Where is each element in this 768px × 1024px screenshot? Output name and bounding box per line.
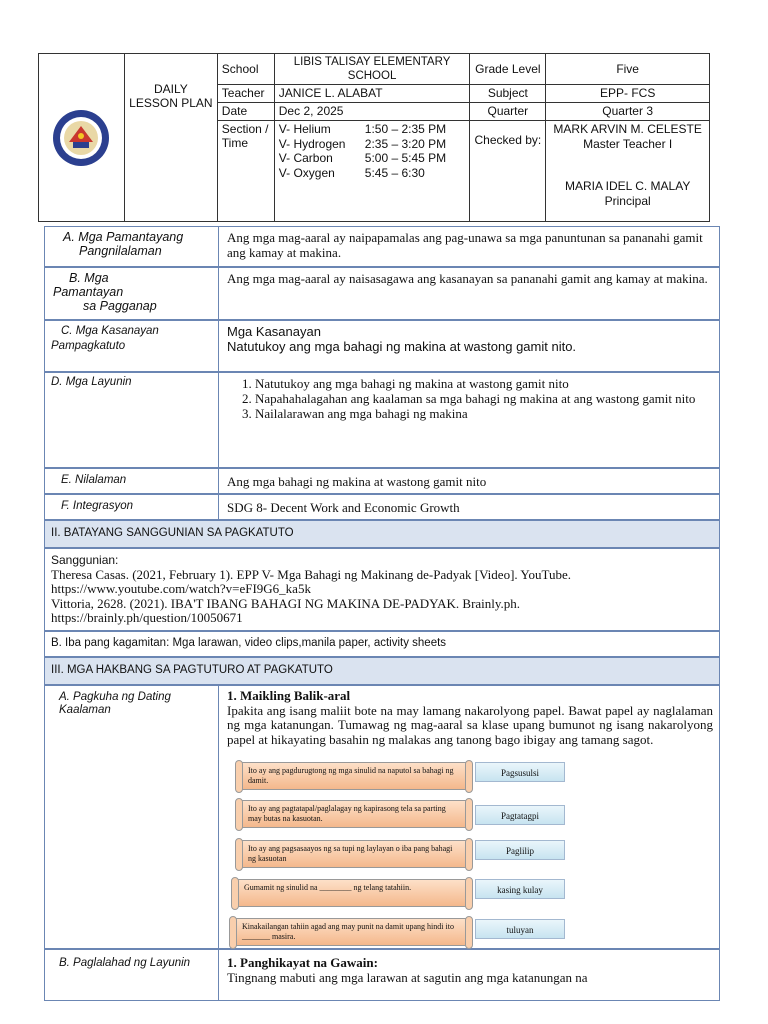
quarter-value: Quarter 3 bbox=[546, 103, 710, 121]
subject-value: EPP- FCS bbox=[546, 85, 710, 103]
subject-label: Subject bbox=[470, 85, 546, 103]
pagkuha-label-line2: Kaalaman bbox=[59, 704, 111, 716]
question-scroll: Ito ay ang pagsasaayos ng sa tupi ng laylayan o iba pang bahagi ng kasuotan bbox=[239, 840, 469, 868]
pagkuha-text: Ipakita ang isang maliit bote na may lamang nakarolyong papel. Bawat papel ay naglalaman ng mga katanungan. Tumawag ng mag-aaral sa klase upang bumunot ng isang nakarolyong papel at hikayating basahin ng malakas ang tanong bago ibigay ang tamang sagot. bbox=[227, 702, 713, 747]
pagkuha-content bbox=[227, 689, 713, 747]
references-label: Sanggunian: bbox=[51, 553, 119, 567]
paglalahad-text: Tingnang mabuti ang mga larawan at sagutin ang mga katanungan na bbox=[227, 970, 588, 985]
pagkuha-label-line1: A. Pagkuha ng Dating bbox=[59, 691, 171, 703]
question-scroll: Ito ay ang pagtatapal/paglalagay ng kapirasong tela sa parting may butas na kasuotan. bbox=[239, 800, 469, 828]
answer-box: Paglilip bbox=[475, 840, 565, 860]
answer-box: Pagsusulsi bbox=[475, 762, 565, 782]
row-e bbox=[44, 468, 720, 494]
row-paglalahad bbox=[44, 949, 720, 1001]
row-b-label-line3: sa Pagganap bbox=[83, 299, 157, 313]
row-c-label-line2: Pampagkatuto bbox=[51, 340, 126, 352]
question-scroll: Gumamit ng sinulid na ________ ng telang tatahiin. bbox=[235, 879, 469, 907]
header-table bbox=[38, 53, 710, 222]
teacher-value: JANICE L. ALABAT bbox=[274, 85, 470, 103]
other-materials: B. Iba pang kagamitan: Mga larawan, video clips,manila paper, activity sheets bbox=[44, 631, 720, 657]
paglalahad-label: B. Paglalahad ng Layunin bbox=[45, 950, 219, 1000]
answer-box: Pagtatagpi bbox=[475, 805, 565, 825]
list-item: 2. Napahahalagahan ang kaalaman sa mga bahagi ng makina at ang wastong gamit nito bbox=[255, 391, 713, 406]
deped-seal-icon bbox=[51, 108, 111, 168]
date-value: Dec 2, 2025 bbox=[274, 103, 470, 121]
row-b bbox=[44, 267, 720, 320]
row-a-label-line2: Pangnilalaman bbox=[79, 244, 162, 258]
row-a bbox=[44, 226, 720, 267]
row-pagkuha bbox=[44, 685, 720, 949]
plan-title: DAILY LESSON PLAN bbox=[124, 54, 217, 222]
question-scroll: Kinakailangan tahiin agad ang may punit na damit upang hindi ito _______ masira. bbox=[233, 918, 469, 946]
row-a-value: Ang mga mag-aaral ay naipapamalas ang pag-unawa sa mga panuntunan sa pananahi gamit ang kamay at makina. bbox=[227, 230, 703, 260]
row-b-label bbox=[45, 268, 219, 319]
answer-box: kasing kulay bbox=[475, 879, 565, 899]
row-c bbox=[44, 320, 720, 372]
teacher-label: Teacher bbox=[217, 85, 274, 103]
answer-box: tuluyan bbox=[475, 919, 565, 939]
checked-label: Checked by: bbox=[470, 121, 546, 222]
section-row: V- Oxygen 5:45 – 6:30 bbox=[278, 165, 425, 180]
grade-value: Five bbox=[546, 54, 710, 85]
reference-2-url: https://brainly.ph/question/10050671 bbox=[51, 610, 243, 625]
row-b-value: Ang mga mag-aaral ay naisasagawa ang kasanayan sa pananahi gamit ang kamay at makina. bbox=[227, 271, 708, 286]
row-e-value: Ang mga bahagi ng makina at wastong gamit nito bbox=[227, 474, 487, 489]
logo-cell bbox=[39, 54, 125, 222]
row-c-value bbox=[227, 324, 713, 354]
row-a-label-line1: A. Mga Pamantayang bbox=[63, 230, 184, 244]
reference-2: Vittoria, 2628. (2021). IBA'T IBANG BAHAGI NG MAKINA DE-PADYAK. Brainly.ph. bbox=[51, 595, 521, 611]
row-f-value: SDG 8- Decent Work and Economic Growth bbox=[227, 500, 460, 515]
paglalahad-heading: 1. Panghikayat na Gawain: bbox=[227, 955, 378, 970]
checker2-title: Principal bbox=[604, 194, 651, 208]
row-f bbox=[44, 494, 720, 520]
row-c-label-line1: C. Mga Kasanayan bbox=[61, 325, 159, 337]
row-b-label-line1: B. Mga bbox=[69, 271, 109, 285]
references bbox=[44, 548, 720, 631]
school-label: School bbox=[217, 54, 274, 85]
checker1-name: MARK ARVIN M. CELESTE bbox=[553, 122, 702, 136]
reference-1-url: https://www.youtube.com/watch?v=eFI9G6_ka5k bbox=[51, 581, 311, 596]
list-item: 3. Nailalarawan ang mga bahagi ng makina bbox=[255, 406, 713, 421]
school-value: LIBIS TALISAY ELEMENTARY SCHOOL bbox=[274, 54, 470, 85]
row-f-label: F. Integrasyon bbox=[45, 495, 219, 519]
reference-1: Theresa Casas. (2021, February 1). EPP V- Mga Bahagi ng Makinang de-Padyak [Video]. YouTube. bbox=[51, 566, 571, 582]
objectives-list bbox=[227, 376, 713, 421]
row-a-label bbox=[45, 227, 219, 266]
list-item: 1. Natutukoy ang mga bahagi ng makina at wastong gamit nito bbox=[255, 376, 713, 391]
checker1-title: Master Teacher I bbox=[583, 137, 673, 151]
section-label: Section / Time bbox=[217, 121, 274, 222]
pagkuha-label bbox=[45, 686, 219, 948]
quarter-label: Quarter bbox=[470, 103, 546, 121]
date-label: Date bbox=[217, 103, 274, 121]
row-e-label: E. Nilalaman bbox=[45, 469, 219, 493]
checkers bbox=[546, 121, 710, 222]
section-row: V- Helium 1:50 – 2:35 PM bbox=[278, 122, 447, 136]
row-d-label: D. Mga Layunin bbox=[45, 373, 219, 467]
paglalahad-content bbox=[227, 955, 713, 985]
question-scroll: Ito ay ang pagdurugtong ng mga sinulid na naputol sa bahagi ng damit. bbox=[239, 762, 469, 790]
row-c-value-line1: Mga Kasanayan bbox=[227, 324, 321, 339]
section2-title: II. BATAYANG SANGGUNIAN SA PAGKATUTO bbox=[44, 520, 720, 548]
section-row: V- Carbon 5:00 – 5:45 PM bbox=[278, 151, 447, 165]
section-row: V- Hydrogen 2:35 – 3:20 PM bbox=[278, 136, 447, 151]
section3-title: III. MGA HAKBANG SA PAGTUTURO AT PAGKATUTO bbox=[44, 657, 720, 685]
row-c-value-line2: Natutukoy ang mga bahagi ng makina at wastong gamit nito. bbox=[227, 339, 577, 354]
grade-label: Grade Level bbox=[470, 54, 546, 85]
checker2-name: MARIA IDEL C. MALAY bbox=[564, 179, 691, 193]
row-c-label bbox=[45, 321, 219, 371]
row-b-label-line2: Pamantayan bbox=[53, 285, 124, 299]
row-d-value bbox=[227, 376, 713, 421]
row-d bbox=[44, 372, 720, 468]
pagkuha-heading: 1. Maikling Balik-aral bbox=[227, 688, 351, 703]
section-times bbox=[274, 121, 470, 222]
